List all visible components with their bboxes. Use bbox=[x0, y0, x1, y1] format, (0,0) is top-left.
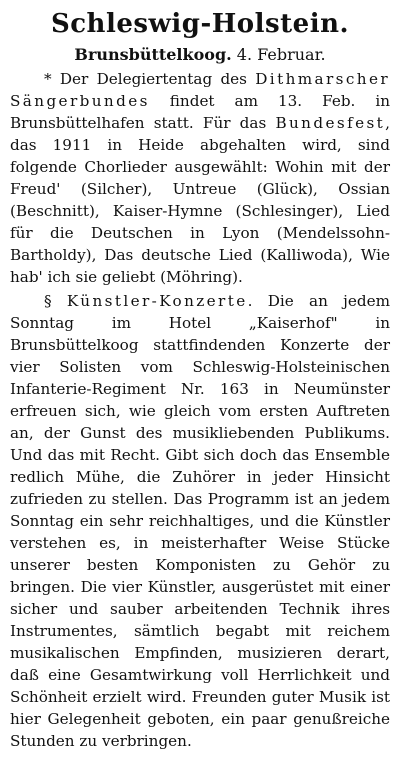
emphasized-text: Bundesfest bbox=[275, 114, 386, 132]
dateline-place: Brunsbüttelkoog. bbox=[74, 45, 232, 64]
paragraph-text: . Die an jedem Sonntag im Hotel „Kaiserhof" in Brunsbüttelkoog stattfindenden Konzerte der vier Solisten vom Schleswig-Holsteinischen Infanterie-Regiment Nr. 163 in Neumünster erfreuen sich, wie gleich vom ersten Auftreten an, der Gunst des musikliebenden Publikums. Und das mit Recht. Gibt sich doch das Ensemble redlich Mühe, die Zuhörer in jeder Hinsicht zufrieden zu stellen. Das Programm ist an jedem Sonntag ein sehr reichhaltiges, und die Künstler verstehen es, in meisterhafter Weise Stücke unserer besten Komponisten zu Gehör zu bringen. Die vier Künstler, ausgerüstet mit einer sicher und sauber arbeitenden Technik ihres Instrumentes, sämtlich begabt mit reichem musikalischen Empfinden, musizieren derart, daß eine Gesamtwirkung voll Herrlichkeit und Schönheit erzielt wird. Freunden guter Musik ist hier Gelegenheit geboten, ein paar genußreiche Stunden zu verbringen. bbox=[10, 292, 390, 750]
paragraph-marker: * bbox=[44, 70, 52, 88]
headline: Schleswig-Holstein. bbox=[50, 9, 350, 39]
paragraph-text: Der Delegiertentag des bbox=[51, 70, 256, 88]
paragraph-text: findet am 13. Feb. in Brunsbüttelhafen statt. Für das bbox=[10, 92, 390, 132]
emphasized-text: Künstler-Konzerte bbox=[66, 292, 248, 310]
paragraph-kuenstler-konzerte bbox=[10, 290, 390, 752]
emphasized-text: Dithmarscher Sängerbundes bbox=[10, 70, 390, 110]
section-marker: § bbox=[44, 292, 52, 310]
dateline-date: 4. Februar. bbox=[236, 45, 326, 64]
dateline bbox=[10, 44, 390, 66]
paragraph-saengerbund bbox=[10, 68, 390, 288]
paragraph-text: , das 1911 in Heide abgehalten wird, sind folgende Chorlieder ausgewählt: Wohin mit der Freud' (Silcher), Untreue (Glück), Ossian (Beschnitt), Kaiser-Hymne (Schlesinger), Lied für die Deutschen in Lyon (Mendelssohn-Bartholdy), Das deutsche Lied (Kalliwoda), Wie hab' ich sie geliebt (Möhring). bbox=[10, 114, 390, 286]
